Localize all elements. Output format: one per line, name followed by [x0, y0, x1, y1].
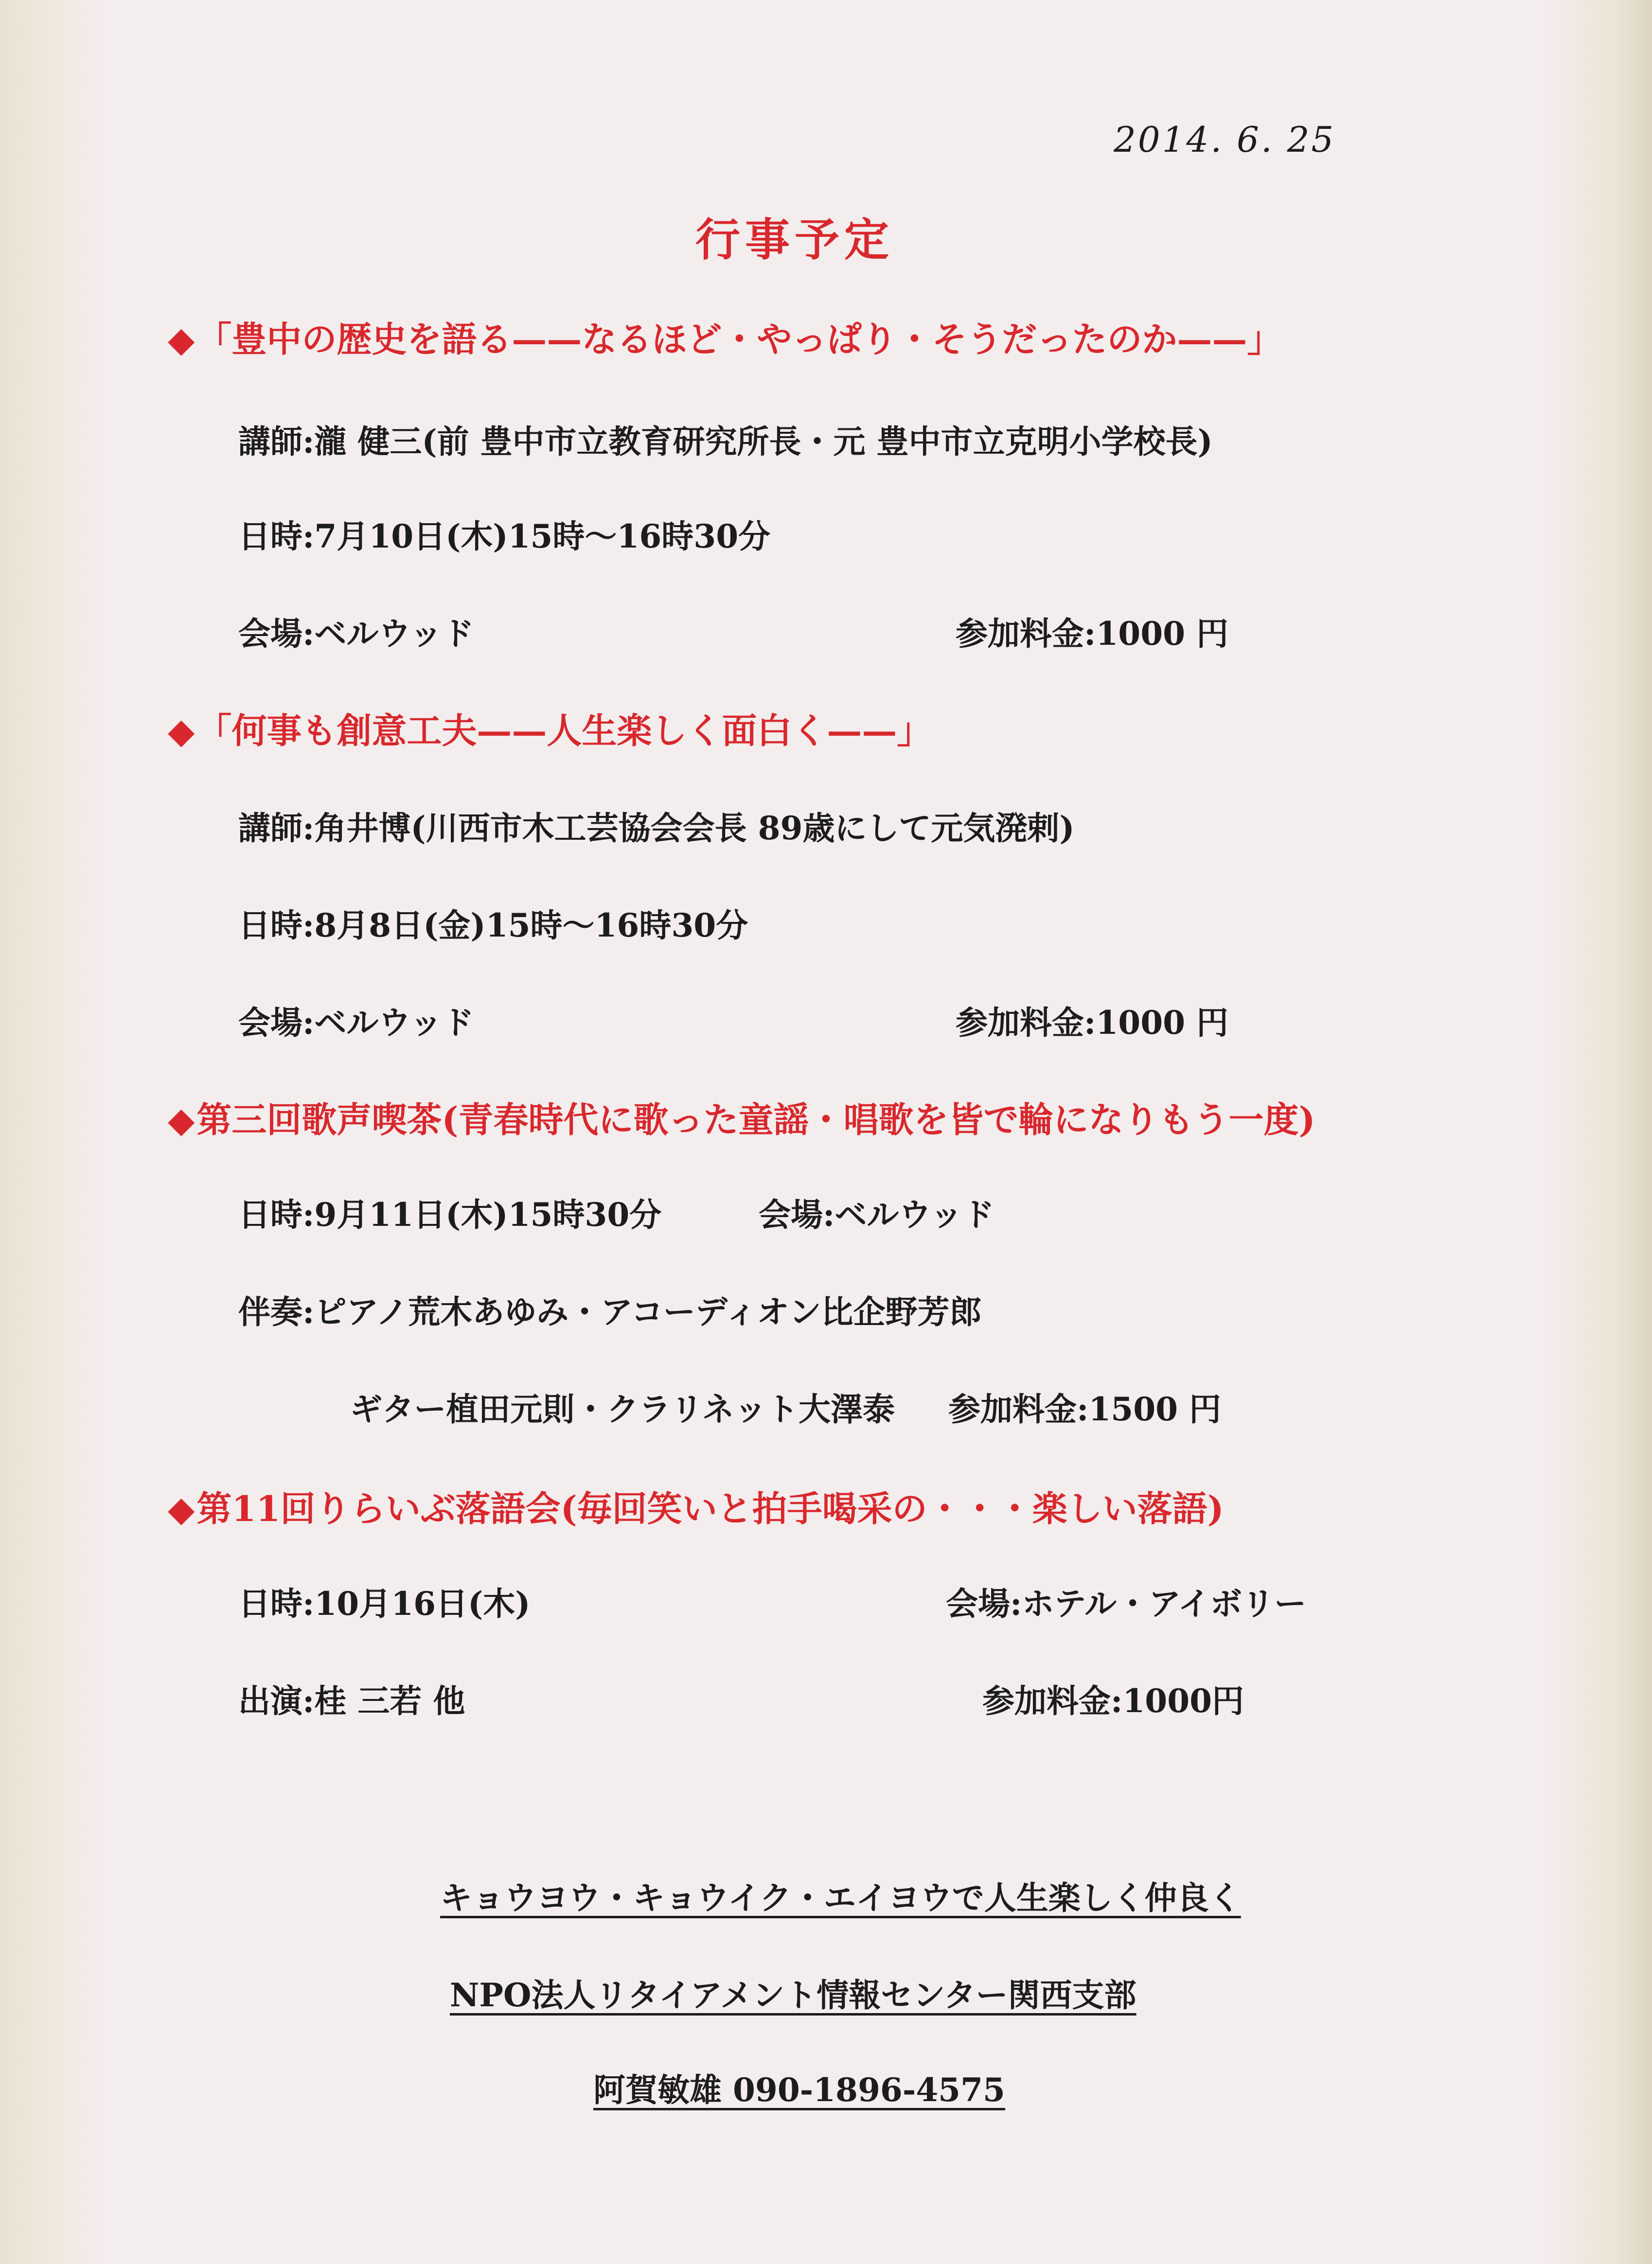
- diamond-bullet-icon: ◆: [168, 1099, 195, 1140]
- diamond-bullet-icon: ◆: [168, 710, 195, 751]
- document-title: 行事予定: [695, 213, 894, 266]
- event-3-accompaniment: 伴奏:ピアノ荒木あゆみ・アコーディオン比企野芳郎: [238, 1293, 982, 1331]
- event-2-title-text: 「何事も創意工夫——人生楽しく面白く——」: [196, 710, 932, 751]
- event-1-title: [168, 311, 1282, 362]
- event-3-fee: 参加料金:1500 円: [948, 1390, 1222, 1428]
- event-4-venue: 会場:ホテル・アイボリー: [946, 1585, 1307, 1623]
- footer-organization: NPO法人リタイアメント情報センター関西支部: [450, 1976, 1137, 2014]
- event-2-title: [168, 703, 932, 753]
- event-3-datetime: 日時:9月11日(木)15時30分: [238, 1196, 662, 1234]
- event-3-title-text: 第三回歌声喫茶(青春時代に歌った童謡・唱歌を皆で輪になりもう一度): [196, 1099, 1315, 1140]
- event-1-datetime: 日時:7月10日(木)15時～16時30分: [238, 517, 771, 555]
- footer-slogan: キョウヨウ・キョウイク・エイヨウで人生楽しく仲良く: [440, 1879, 1241, 1917]
- event-1-fee: 参加料金:1000 円: [956, 615, 1229, 653]
- event-4-fee: 参加料金:1000円: [982, 1682, 1244, 1720]
- event-2-fee: 参加料金:1000 円: [956, 1004, 1229, 1042]
- event-3-accompaniment-2: ギター植田元則・クラリネット大澤泰: [350, 1390, 895, 1428]
- event-1-venue: 会場:ベルウッド: [238, 615, 475, 653]
- event-2-lecturer: 講師:角井博(川西市木工芸協会会長 89歳にして元気溌剌): [238, 809, 1075, 847]
- paper-edge: [1594, 0, 1652, 2264]
- diamond-bullet-icon: ◆: [168, 318, 195, 360]
- diamond-bullet-icon: ◆: [168, 1488, 195, 1529]
- event-4-datetime: 日時:10月16日(木): [238, 1585, 531, 1623]
- event-2-datetime: 日時:8月8日(金)15時～16時30分: [238, 906, 748, 944]
- event-4-title-text: 第11回りらいぶ落語会(毎回笑いと拍手喝采の・・・楽しい落語): [196, 1488, 1224, 1529]
- event-1-title-text: 「豊中の歴史を語る——なるほど・やっぱり・そうだったのか——」: [196, 318, 1282, 360]
- footer-contact: 阿賀敏雄 090-1896-4575: [593, 2071, 1005, 2109]
- event-2-venue: 会場:ベルウッド: [238, 1004, 475, 1042]
- event-3-venue: 会場:ベルウッド: [759, 1196, 995, 1234]
- event-1-lecturer: 講師:瀧 健三(前 豊中市立教育研究所長・元 豊中市立克明小学校長): [238, 423, 1213, 460]
- event-4-title: [168, 1481, 1224, 1531]
- event-3-title: [168, 1092, 1315, 1142]
- document-date: 2014. 6. 25: [1114, 119, 1336, 160]
- event-4-performer: 出演:桂 三若 他: [238, 1682, 465, 1720]
